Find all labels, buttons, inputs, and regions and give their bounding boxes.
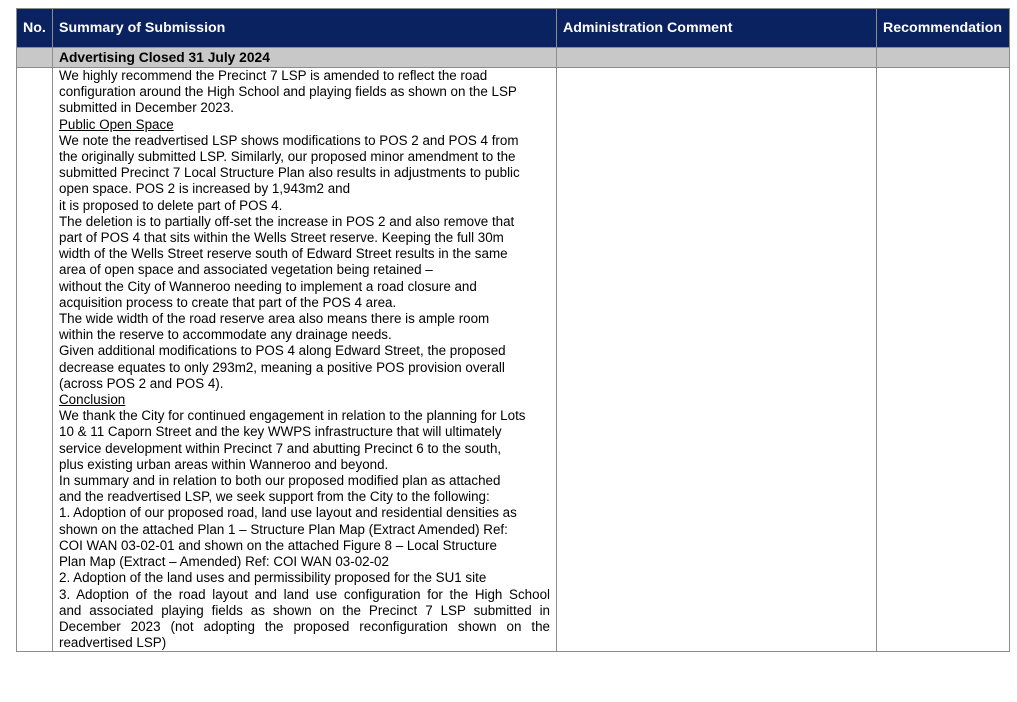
summary-line: submitted Precinct 7 Local Structure Plan also results in adjustments to public [59, 165, 520, 181]
summary-line: COI WAN 03-02-01 and shown on the attached Figure 8 – Local Structure [59, 537, 497, 553]
summary-text [53, 68, 556, 651]
header-summary: Summary of Submission [53, 9, 557, 48]
summary-line: 1. Adoption of our proposed road, land use layout and residential densities as [59, 505, 517, 521]
section-admin-cell [557, 48, 877, 68]
summary-line: within the reserve to accommodate any drainage needs. [59, 327, 392, 343]
summary-line: submitted in December 2023. [59, 100, 234, 116]
section-row [17, 48, 1010, 68]
summary-line: The wide width of the road reserve area also means there is ample room [59, 311, 490, 327]
summary-line: The deletion is to partially off-set the increase in POS 2 and also remove that [59, 213, 515, 229]
header-recommendation: Recommendation [877, 9, 1010, 48]
summary-line: We note the readvertised LSP shows modifications to POS 2 and POS 4 from [59, 132, 519, 148]
summary-line: it is proposed to delete part of POS 4. [59, 197, 283, 213]
summary-line: Plan Map (Extract – Amended) Ref: COI WAN 03-02-02 [59, 554, 389, 570]
section-no-cell [17, 48, 53, 68]
table-row [17, 68, 1010, 652]
submissions-table [16, 8, 1010, 652]
section-recommendation-cell [877, 48, 1010, 68]
recommendation-cell [877, 68, 1010, 652]
subheading-public-open-space: Public Open Space [59, 116, 174, 132]
summary-line: the originally submitted LSP. Similarly, our proposed minor amendment to the [59, 149, 516, 165]
table-header-row [17, 9, 1010, 48]
summary-cell [53, 68, 557, 652]
summary-line: Given additional modifications to POS 4 along Edward Street, the proposed [59, 343, 506, 359]
admin-comment-cell [557, 68, 877, 652]
summary-line: 3. Adoption of the road layout and land use configuration for the High School [59, 586, 550, 602]
summary-line: open space. POS 2 is increased by 1,943m2 and [59, 181, 351, 197]
summary-line: 10 & 11 Caporn Street and the key WWPS infrastructure that will ultimately [59, 424, 502, 440]
summary-line: without the City of Wanneroo needing to implement a road closure and [59, 278, 477, 294]
header-no: No. [17, 9, 53, 48]
summary-line: December 2023 (not adopting the proposed reconfiguration shown on the [59, 618, 550, 634]
summary-line: part of POS 4 that sits within the Wells Street reserve. Keeping the full 30m [59, 230, 504, 246]
summary-line: plus existing urban areas within Wanneroo and beyond. [59, 456, 389, 472]
section-title: Advertising Closed 31 July 2024 [53, 48, 557, 68]
summary-line: service development within Precinct 7 and abutting Precinct 6 to the south, [59, 440, 502, 456]
summary-line: and associated playing fields as shown on the Precinct 7 LSP submitted in [59, 602, 550, 618]
summary-line: We highly recommend the Precinct 7 LSP is amended to reflect the road [59, 68, 488, 83]
summary-line: decrease equates to only 293m2, meaning a positive POS provision overall [59, 359, 505, 375]
summary-line: In summary and in relation to both our proposed modified plan as attached [59, 473, 501, 489]
summary-line: shown on the attached Plan 1 – Structure Plan Map (Extract Amended) Ref: [59, 521, 508, 537]
summary-line: (across POS 2 and POS 4). [59, 375, 224, 391]
summary-line: readvertised LSP) [59, 635, 167, 651]
subheading-conclusion: Conclusion [59, 392, 126, 408]
row-no-cell [17, 68, 53, 652]
summary-line: configuration around the High School and playing fields as shown on the LSP [59, 84, 517, 100]
summary-line: acquisition process to create that part of the POS 4 area. [59, 294, 397, 310]
summary-line: area of open space and associated vegetation being retained – [59, 262, 433, 278]
summary-line: and the readvertised LSP, we seek support from the City to the following: [59, 489, 490, 505]
header-admin-comment: Administration Comment [557, 9, 877, 48]
summary-line: We thank the City for continued engagement in relation to the planning for Lots [59, 408, 526, 424]
summary-line: width of the Wells Street reserve south of Edward Street results in the same [59, 246, 508, 262]
summary-line: 2. Adoption of the land uses and permissibility proposed for the SU1 site [59, 570, 487, 586]
